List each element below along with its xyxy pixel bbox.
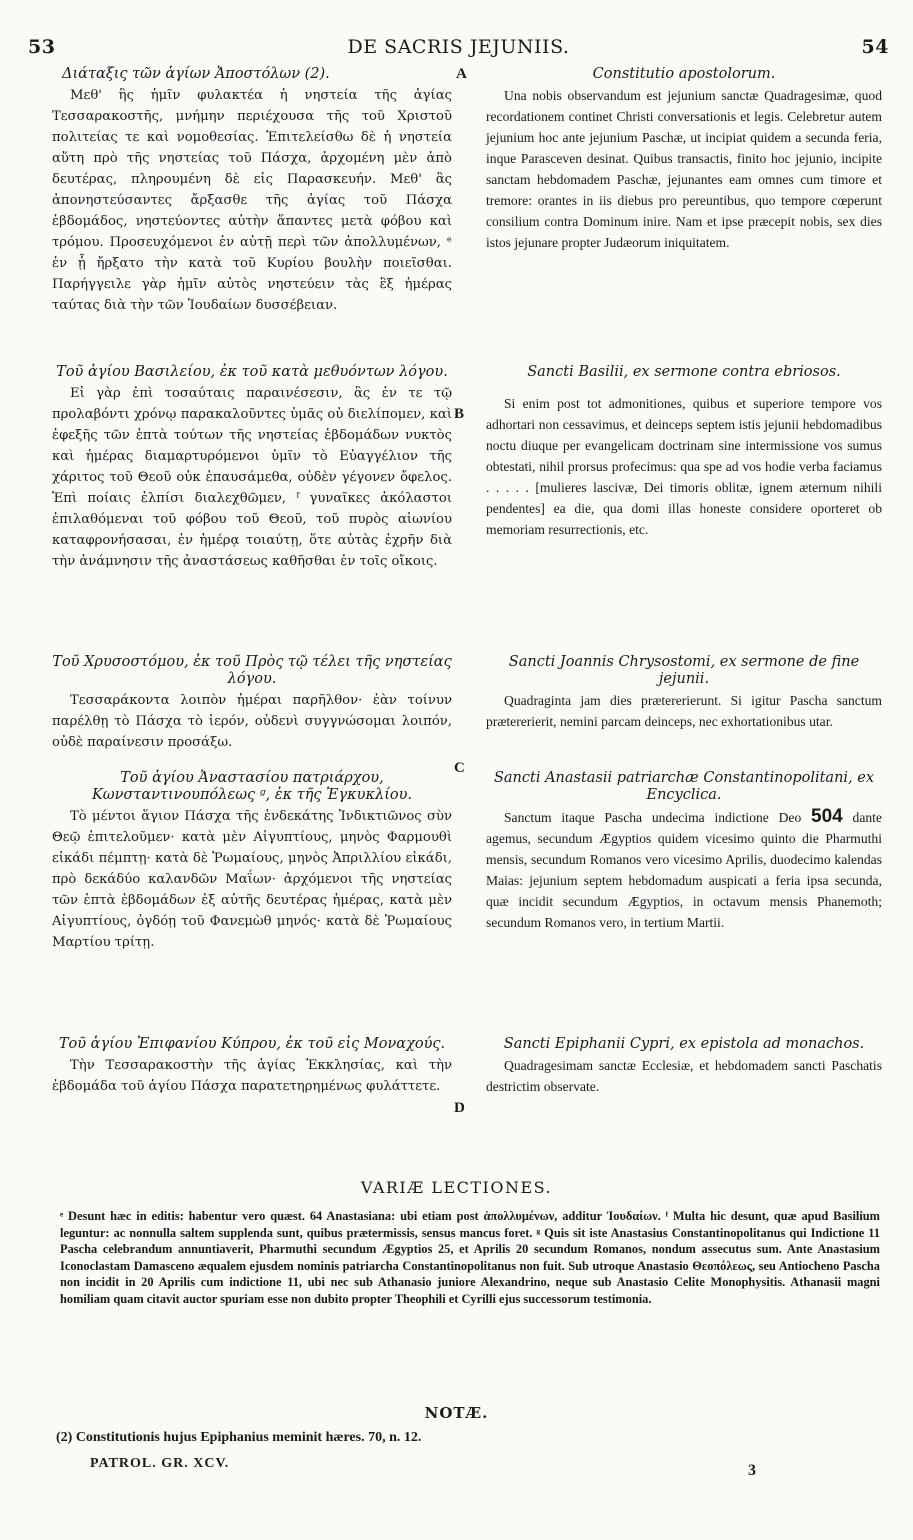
margin-letter-a: A: [456, 66, 467, 82]
section-heading: Τοῦ ἁγίου Ἐπιφανίου Κύπρου, ἐκ τοῦ εἰς Μοναχούς.: [58, 1036, 446, 1052]
greek-paragraph: Τεσσαράκοντα λοιπὸν ἡμέραι παρῆλθον· ἐὰν τοίνυν παρέλθῃ τὸ Πάσχα τὸ ἱερόν, οὐδενὶ συγγνώσομαι λοιπόν, οὐδὲ παραίνεσιν προσάξω.: [52, 693, 452, 750]
latin-paragraph: Quadraginta jam dies prætererierunt. Si igitur Pascha sanctum prætererierit, nemini parcam deinceps, nec exhortationibus utar.: [486, 693, 882, 729]
greek-column: [52, 66, 452, 1097]
latin-paragraph: Quadragesimam sanctæ Ecclesiæ, et hebdomadem sancti Paschatis destrictim observate.: [486, 1058, 882, 1094]
section-heading: Τοῦ Χρυσοστόμου, ἐκ τοῦ Πρὸς τῷ τέλει τῆς νηστείας λόγου.: [52, 654, 452, 687]
latin-section-chrysostom: [486, 654, 882, 770]
variae-lectiones-title: VARIÆ LECTIONES.: [360, 1178, 553, 1197]
margin-letter-c: C: [454, 760, 465, 776]
notae-title: NOTÆ.: [424, 1404, 489, 1422]
section-heading: Sancti Anastasii patriarchæ Constantinopolitani, ex Encyclica.: [493, 770, 875, 803]
greek-paragraph: Εἰ γὰρ ἐπὶ τοσαύταις παραινέσεσιν, ἃς ἐν τε τῷ προλαβόντι χρόνῳ παρακαλοῦντες ὑμᾶς οὐ διελίπομεν, καὶ ἐφεξῆς τῶν ἑπτὰ τούτων τῆς νηστείας ἑβδομάδων νυκτὸς καὶ ἡμέρας διαμαρτυρόμενοι ὑμῖν τὸ Εὐαγγέλιον τῆς χάριτος τοῦ Θεοῦ οὐκ ἐπαυσάμεθα, οὐδὲν γέγονεν ὄφελος. Ἐπὶ ποίαις ἐλπίσι διαλεχθῶμεν, ᶠ γυναῖκες ἀκόλαστοι ἐπιλαθόμεναι τοῦ φόβου τοῦ Θεοῦ, τοῦ πυρὸς αἰωνίου καταφρονήσασαι, ἐν ἡμέρᾳ τοιαύτῃ, ὅτε αὐτὰς ἐχρῆν διὰ τὴν ἀνάμνησιν τῆς ἀναστάσεως καθῆσθαι ἐν τοῖς οἴκοις.: [52, 386, 452, 569]
latin-paragraph: Si enim post tot admonitiones, quibus et superiore tempore vos adhortari non cessavimus, et deinceps septem istis jejunii hebdomadibus noctu diuque per evangelicam doctrinam sine intermissione vos sumus obtestati, nihil prorsus profecimus: qua spe ad vos hodie verba faciamus . . . . . [mulieres lascivæ, Dei timoris oblitæ, ignem æternum nihili pendentes] ea die, qua domi illas honeste considere oporteret ob memoriam resurrectionis, etc.: [486, 396, 882, 537]
running-head: [28, 36, 889, 66]
latin-paragraph: [486, 806, 882, 933]
section-heading: Sancti Joannis Chrysostomi, ex sermone de fine jejunii.: [508, 654, 860, 687]
greek-paragraph: Τὴν Τεσσαρακοστὴν τῆς ἁγίας Ἐκκλησίας, καὶ τὴν ἑβδομάδα τοῦ ἁγίου Πάσχα παρατετηρημένως φυλάττετε.: [52, 1058, 452, 1094]
margin-letter-b: B: [454, 406, 465, 422]
section-heading: Sancti Basilii, ex sermone contra ebriosos.: [527, 364, 841, 380]
greek-section-constitutio: [52, 66, 452, 364]
page-number-left: 53: [28, 36, 56, 58]
signature-mark: 3: [748, 1462, 756, 1479]
section-heading: Τοῦ ἁγίου Ἀναστασίου πατριάρχου, Κωνσταντινουπόλεως ᵍ, ἐκ τῆς Ἐγκυκλίου.: [91, 770, 413, 803]
latin-column: [486, 66, 882, 1097]
running-title: DE SACRIS JEJUNIIS.: [347, 36, 570, 58]
greek-section-epiphanius: [52, 1036, 452, 1097]
greek-section-chrysostom: [52, 654, 452, 770]
section-heading: Sancti Epiphanii Cypri, ex epistola ad monachos.: [503, 1036, 865, 1052]
section-heading: Constitutio apostolorum.: [592, 66, 776, 82]
variae-lectiones-text: ᵉ Desunt hæc in editis: habentur vero quæst. 64 Anastasiana: ubi etiam post ἀπολλυμένων, additur Ἰουδαίων. ᶠ Multa hic desunt, quæ apud Basilium leguntur: ac nonnulla saltem supplenda sunt, quibus prætermissis, sensus mancus foret. ᵍ Quis sit iste Anastasius Constantinopolitanus qui Indictione 11 Pascha celebrandum annuntiaverit, Pharmuthi secundum Ægyptios 25, et Aprilis 20 secundum Romanos, nondum assecutus sum. Ante Anastasium Iconoclastam Damasceno æqualem ejusdem nominis patriarcha Constantinopolitanus non fuit. Sub utroque Anastasio Θεοπόλεως, seu Antiocheno Pascha non incidit in 20 Aprilis cum indictione 11, ubi nec sub Athanasio juniore Alexandrino, neque sub Anastasio Celite Monophysitis. Athanasii magni homiliam quam citavit auctor spuriam esse non dubito propter Theophili et Cyrilli ejus successorum testimonia.: [60, 1209, 880, 1306]
greek-paragraph: Τὸ μέντοι ἅγιον Πάσχα τῆς ἑνδεκάτης Ἰνδικτιῶνος σὺν Θεῷ ἐπιτελοῦμεν· κατὰ μὲν Αἰγυπτίους, μηνὸς Φαρμουθὶ εἰκάδι πέμπτῃ· κατὰ δὲ Ῥωμαίους, μηνὸς Ἀπριλλίου εἰκάδι, πρὸ δεκάδύο καλανδῶν Μαΐων· ἀρχόμενοι τῆς νηστείας τῶν ἑπτὰ ἑβδομάδων ἐξ αὐτῆς δευτέρας ἡμέρας, κατὰ μὲν Αἰγυπτίους, ὀγδόῃ τοῦ Φανεμὼθ μηνός· κατὰ δὲ Ῥωμαίους Μαρτίου τρίτῃ.: [52, 809, 452, 950]
latin-section-constitutio: [486, 66, 882, 364]
latin-paragraph: Una nobis observandum est jejunium sanctæ Quadragesimæ, quod recordationem continet Christi conversationis et legis. Celebretur autem jejunium hoc ante jejunium Paschæ, ut incipiat quidem a secunda feria, inque Parasceven desinat. Quibus transactis, finito hoc jejunio, incipite sanctam hebdomadem Paschæ, jejunantes eam omnes cum timore et tremore: orantes in iis diebus pro pereuntibus, quo tempore cœperunt consilium contra Dominum inire. Nam et ipse præcepit nobis, sex dies istos jejunare propter Judæorum iniquitatem.: [486, 88, 882, 250]
latin-section-epiphanius: [486, 1036, 882, 1097]
greek-section-basil: [52, 364, 452, 654]
volume-reference: PATROL. GR. XCV.: [90, 1456, 230, 1471]
latin-text-part: dante agemus, secundum Ægyptios quidem vicesimo quinto die Pharmuthi mensis, secundum Romanos vero vicesimo Aprilis, duodecimo kalendas Maias: jejunium septem hebdomadum auspicati a feria ipsa secunda, quæ incidit secundum Ægyptios, in octavum mensis Phanemoth; secundum Romanos vero, in tertium Martii.: [486, 810, 882, 930]
latin-section-basil: [486, 364, 882, 654]
greek-section-anastasius: [52, 770, 452, 1036]
greek-paragraph: Μεθ' ἣς ἡμῖν φυλακτέα ἡ νηστεία τῆς ἁγίας Τεσσαρακοστῆς, μνήμην περιέχουσα τῆς τοῦ Χριστοῦ πολιτείας τε καὶ νομοθεσίας. Ἐπιτελείσθω δὲ ἡ νηστεία αὕτη πρὸ τῆς νηστείας τοῦ Πάσχα, ἀρχομένη μὲν ἀπὸ δευτέρας, πληρουμένη δὲ εἰς Παρασκευήν. Μεθ' ἃς ἀπονηστεύσαντες ἄρξασθε τῆς ἁγίας τοῦ Πάσχα ἑβδομάδος, νηστεύοντες αὐτὴν ἅπαντες μετὰ φόβου καὶ τρόμου. Προσευχόμενοι ἐν αὐτῇ περὶ τῶν ἀπολλυμένων, ᵉ ἐν ᾗ ἤρξατο τὴν κατὰ τοῦ Κυρίου βουλὴν ποιεῖσθαι. Παρήγγειλε γὰρ ἡμῖν αὐτὸς νηστεύειν τὰς ἓξ ἡμέρας ταύτας διὰ τὴν τῶν Ἰουδαίων δυσσέβειαν.: [52, 88, 452, 313]
column-number: 504: [811, 806, 843, 827]
notae-text: (2) Constitutionis hujus Epiphanius meminit hæres. 70, n. 12.: [56, 1430, 422, 1445]
page-number-right: 54: [861, 36, 889, 58]
latin-text-part: Sanctum itaque Pascha undecima indictione Deo: [504, 810, 802, 825]
margin-letter-d: D: [454, 1100, 465, 1116]
latin-section-anastasius: [486, 770, 882, 1036]
section-heading: Διάταξις τῶν ἁγίων Ἀποστόλων (2).: [62, 66, 330, 82]
section-heading: Τοῦ ἁγίου Βασιλείου, ἐκ τοῦ κατὰ μεθυόντων λόγου.: [56, 364, 448, 380]
